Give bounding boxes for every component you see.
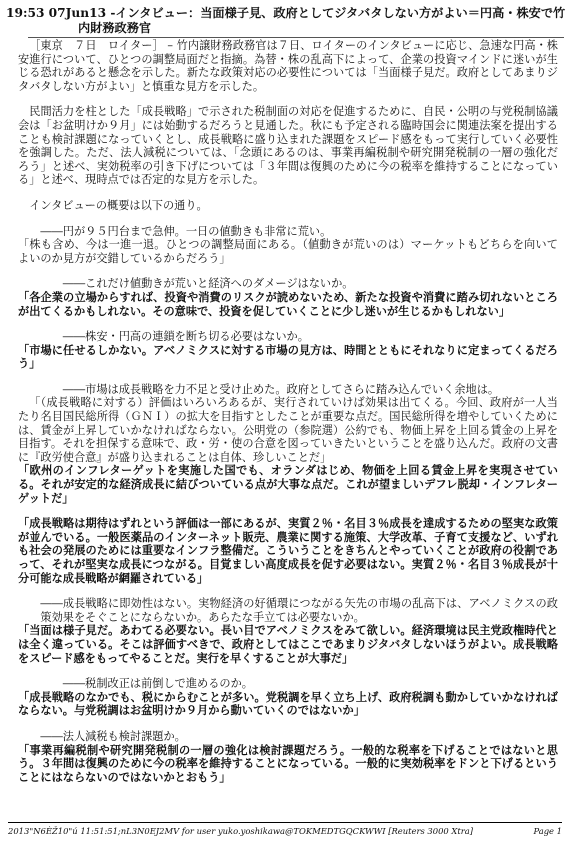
- paragraph-gap: [18, 665, 558, 677]
- article-paragraph: 「事業再編税制や研究開発税制の一層の強化は検討課題だろう。一般的な税率を下げることではないと思う。３年間は復興のために今の税率を維持することになっている。一般的に実効税率をドンと下げるということにはならないのではないかとおもう」: [18, 742, 558, 784]
- paragraph-gap: [18, 213, 558, 225]
- page-number: Page 1: [533, 826, 562, 836]
- page-footer: [8, 826, 562, 836]
- footer-divider: [8, 822, 562, 823]
- headline-line-2: 内財務政務官: [78, 21, 152, 35]
- article-paragraph: 「（成長戦略に対する）評価はいろいろあるが、実行されていけば効果は出てくる。今回、政府が一人当たり名目国民総所得（ＧＮＩ）の拡大を目指すとしたことが重要な点だ。国民総所得を増やしていくためには、賃金が上昇していかなければならない。公明党の（参院選）公約でも、物価上昇を上回る賃金の上昇を目指す。それを担保する意味で、政・労・使の合意を図っていきたいということを盛り込んだ。政府の文書に『政労使合意』が盛り込まれることは自体、珍しいことだ」: [18, 396, 558, 464]
- article-paragraph: 「株も含め、今は一進一退。ひとつの調整局面にある。（値動きが荒いのは）マーケットもどちらを向いてよいのか見方が交錯しているからだろう」: [18, 238, 558, 265]
- paragraph-gap: [18, 187, 558, 199]
- article-paragraph: ――市場は成長戦略を力不足と受け止めた。政府としてさらに踏み込んでいく余地は。: [62, 382, 500, 396]
- article-paragraph: 「欧州のインフレターゲットを実施した国でも、オランダはじめ、物価を上回る賃金上昇を実現させている。それが安定的な経済成長に結びついている点が大事な点だ。これが望ましいデフレ脱却・インフレターゲットだ」: [18, 463, 558, 505]
- article-paragraph: 「当面は様子見だ。あわてる必要ない。長い目でアベノミクスをみて欲しい。経済環境は民主党政権時代とは全く違っている。そこは評価すべきで、政府としてはここであまりジタバタしないほうがよい。成長戦略をスピード感をもってやることだ。実行を早くすることが大事だ」: [18, 623, 558, 665]
- article-paragraph: ――円が９５円台まで急伸。一日の値動きも非常に荒い。: [40, 224, 332, 238]
- article-paragraph: インタビューの概要は以下の通り。: [29, 198, 208, 212]
- article-paragraph: ――税制改正は前倒しで進めるのか。: [62, 677, 253, 691]
- article-paragraph: ――株安・円高の連鎖を断ち切る必要はないか。: [62, 330, 309, 344]
- article-body: [18, 39, 558, 784]
- paragraph-gap: [18, 265, 558, 277]
- headline-divider: [28, 37, 564, 38]
- article-paragraph: 「成長戦略は期待はずれという評価は一部にあるが、実質２％・名目３％成長を達成するための堅実な政策が並んでいる。一般医薬品のインターネット販売、農業に関する施策、大学改革、子育て支援など、いずれも社会の発展のためには重要なインフラ整備だ。こういうことをきちんとやっていくことが政府の役割であって、それが堅実な成長につながる。目覚ましい高度成長を促す必要はない。実質２％・名目３％成長が十分可能な成長戦略が網羅されている」: [18, 516, 558, 585]
- article-paragraph: 「各企業の立場からすれば、投資や消費のリスクが読めないため、新たな投資や消費に踏み切れないところが出てくるかもしれない。その意味で、投資を促していくことに少し迷いが生じるかもしれない」: [18, 289, 558, 318]
- footer-source-text: 2013"N6ÈŽ10"ú 11:51:51;nL3N0EJ2MV for user yuko.yoshikawa@TOKMEDTGQCKWWI [Reuters 3000 Xtra]: [8, 826, 473, 836]
- paragraph-gap: [18, 585, 558, 597]
- paragraph-gap: [18, 718, 558, 730]
- paragraph-gap: [18, 93, 558, 105]
- paragraph-gap: [18, 318, 558, 330]
- article-paragraph: 「成長戦略のなかでも、税にからむことが多い。党税調を早く立ち上げ、政府税調も動かしていかなければならない。与党税調はお盆明けか９月から動いていくのではないか」: [18, 689, 558, 718]
- article-paragraph: ［東京 ７日 ロイター］ – 竹内譲財務政務官は７日、ロイターのインタビューに応じ、急速な円高・株安進行について、ひとつの調整局面だと指摘。為替・株の乱高下によって、企業の投資マインドに迷いが生じる恐れがあると懸念を示した。新たな政策対応の必要性については「当面様子見だ。政府としてあまりジタバタしない方がよい」と慎重な見方を示した。: [18, 39, 558, 93]
- paragraph-gap: [18, 371, 558, 383]
- article-paragraph: ――これだけ値動きが荒いと経済へのダメージはないか。: [62, 277, 354, 291]
- article-paragraph: 「市場に任せるしかない。アベノミクスに対する市場の見方は、時間とともにそれなりに定まってくるだろう」: [18, 342, 558, 371]
- story-headline: [6, 6, 566, 36]
- article-paragraph: 民間活力を柱とした「成長戦略」で示された税制面の対応を促進するために、自民・公明の与党税制協議会は「お盆明けか９月」には始動するだろうと見通した。秋にも予定される臨時国会に関連法案を提出することも検討課題になっていくとし、成長戦略に盛り込まれた課題をスピード感をもって実行していく必要性を強調した。ただ、法人減税については、「念頭にあるのは、事業再編税制や研究開発税制の一層の強化だろう」と述べ、実効税率の引き下げについては「３年間は復興のために今の税率を維持することになっている」と述べ、現時点では否定的な見方を示した。: [18, 105, 558, 187]
- headline-line-1: 19:53 07Jun13 -インタビュー：当面様子見、政府としてジタバタしない方がよい＝円高・株安で竹: [6, 6, 566, 20]
- article-paragraph: ――法人減税も検討課題か。: [40, 729, 186, 743]
- article-paragraph: ――成長戦略に即効性はない。実物経済の好循環につながる矢先の市場の乱高下は、アベノミクスの政策効果をそぐことにならないか。あらたな手立ては必要ないか。: [40, 597, 558, 624]
